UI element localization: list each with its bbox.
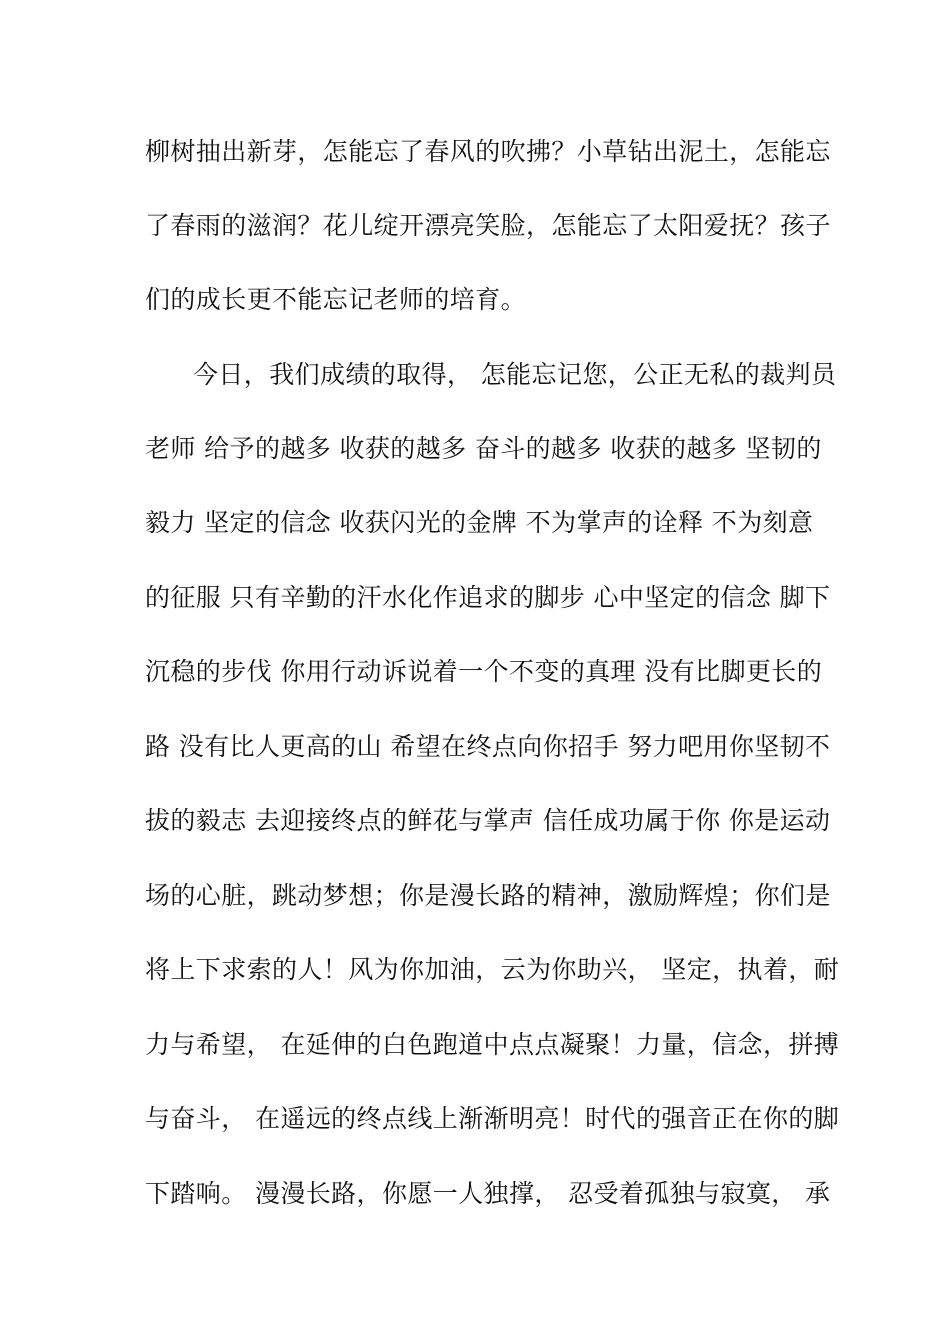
paragraph-1-line-2: 了春雨的滋润？花儿绽开漂亮笑脸，怎能忘了太阳爱抚？孩子 (145, 211, 831, 240)
paragraph-2-line-4: 的征服 只有辛勤的汗水化作追求的脚步 心中坚定的信念 脚下 (145, 583, 831, 612)
paragraph-2-line-3: 毅力 坚定的信念 收获闪光的金牌 不为掌声的诠释 不为刻意 (145, 508, 814, 537)
paragraph-2-line-6: 路 没有比人更高的山 希望在终点向你招手 努力吧用你坚韧不 (145, 732, 831, 761)
paragraph-2-line-9: 将上下求索的人！风为你加油，云为你助兴， 坚定，执着，耐 (145, 955, 840, 984)
paragraph-2-line-7: 拔的毅志 去迎接终点的鲜花与掌声 信任成功属于你 你是运动 (145, 806, 831, 835)
paragraph-2-line-12: 下踏响。 漫漫长路，你愿一人独撑， 忍受着孤独与寂寞， 承 (145, 1179, 831, 1208)
paragraph-2-line-5: 沉稳的步伐 你用行动诉说着一个不变的真理 没有比脚更长的 (145, 657, 823, 686)
paragraph-1-line-1: 柳树抽出新芽，怎能忘了春风的吹拂？小草钻出泥土，怎能忘 (145, 137, 831, 166)
paragraph-2-line-8: 场的心脏，跳动梦想；你是漫长路的精神，激励辉煌；你们是 (145, 881, 831, 910)
paragraph-2-line-1: 今日，我们成绩的取得， 怎能忘记您，公正无私的裁判员 (193, 360, 837, 389)
paragraph-2-line-2: 老师 给予的越多 收获的越多 奋斗的越多 收获的越多 坚韧的 (145, 434, 822, 463)
paragraph-2-line-10: 力与希望， 在延伸的白色跑道中点点凝聚！力量，信念，拼搏 (145, 1030, 840, 1059)
paragraph-1-line-3: 们的成长更不能忘记老师的培育。 (145, 285, 527, 314)
paragraph-2-line-11: 与奋斗， 在遥远的终点线上渐渐明亮！时代的强音正在你的脚 (145, 1104, 840, 1133)
